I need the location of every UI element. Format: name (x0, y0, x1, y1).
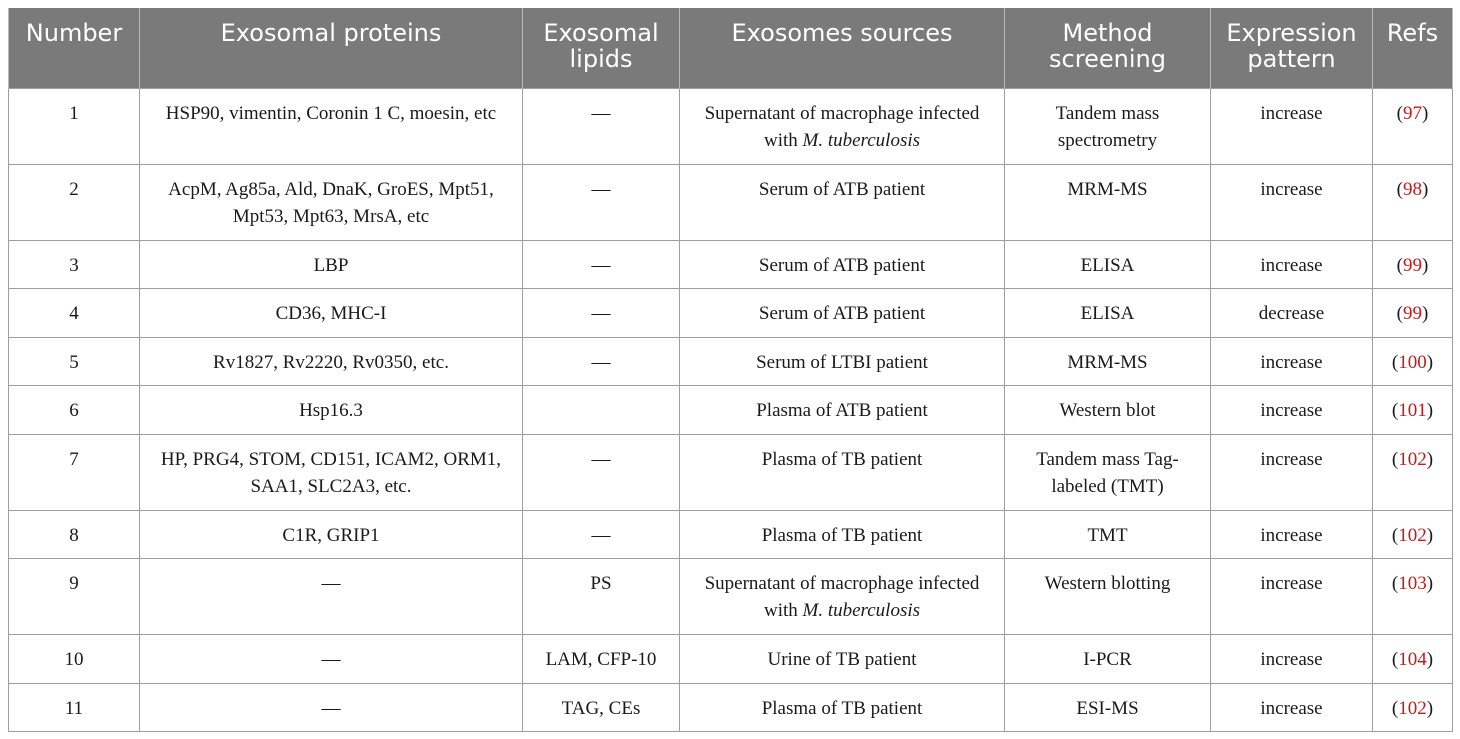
cell-method-screening: ESI-MS (1005, 683, 1211, 732)
cell-expression-pattern: increase (1211, 386, 1373, 435)
table-row (9, 164, 1453, 240)
header-method-screening: Method screening (1005, 8, 1211, 88)
cell-ref: (98) (1373, 164, 1453, 240)
cell-ref: (103) (1373, 559, 1453, 635)
reference-link[interactable]: 103 (1398, 573, 1427, 594)
cell-expression-pattern: increase (1211, 510, 1373, 559)
cell-exosomal-lipids: — (523, 289, 680, 338)
cell-expression-pattern: increase (1211, 240, 1373, 289)
cell-exosomal-lipids: — (523, 164, 680, 240)
reference-link[interactable]: 102 (1398, 697, 1427, 719)
cell-method-screening: ELISA (1005, 289, 1211, 338)
cell-expression-pattern: increase (1211, 683, 1373, 732)
table-row (9, 337, 1453, 386)
cell-exosomes-source (680, 559, 1005, 635)
cell-method-screening: Tandem mass Tag-labeled (TMT) (1005, 434, 1211, 510)
table-row (9, 683, 1453, 732)
cell-exosomal-lipids: — (523, 240, 680, 289)
cell-ref: (102) (1373, 434, 1453, 510)
cell-expression-pattern: increase (1211, 559, 1373, 635)
table-row (9, 240, 1453, 289)
header-exosomes-sources: Exosomes sources (680, 8, 1005, 88)
reference-link[interactable]: 102 (1398, 524, 1427, 546)
reference-link[interactable]: 99 (1403, 254, 1422, 276)
cell-exosomal-proteins: C1R, GRIP1 (140, 510, 523, 559)
table-row (9, 88, 1453, 164)
cell-exosomal-lipids (523, 386, 680, 435)
cell-number: 1 (9, 88, 140, 164)
cell-number: 8 (9, 510, 140, 559)
header-exosomal-proteins: Exosomal proteins (140, 8, 523, 88)
source-text: Serum of ATB patient (758, 254, 926, 276)
cell-exosomal-lipids: LAM, CFP-10 (523, 635, 680, 684)
source-text: Serum of ATB patient (758, 303, 926, 324)
cell-expression-pattern: decrease (1211, 289, 1373, 338)
source-text: Supernatant of macrophage infected with (704, 573, 980, 621)
source-text: Supernatant of macrophage infected with (704, 102, 980, 151)
cell-expression-pattern: increase (1211, 635, 1373, 684)
cell-method-screening: I-PCR (1005, 635, 1211, 684)
cell-method-screening: ELISA (1005, 240, 1211, 289)
cell-exosomes-source (680, 635, 1005, 684)
cell-number: 4 (9, 289, 140, 338)
cell-method-screening: Western blot (1005, 386, 1211, 435)
source-organism-italic: M. tuberculosis (802, 129, 921, 151)
header-exosomal-lipids: Exosomal lipids (523, 8, 680, 88)
source-text: Plasma of TB patient (761, 448, 923, 470)
header-number: Number (9, 8, 140, 88)
cell-exosomes-source (680, 337, 1005, 386)
cell-exosomal-proteins: HSP90, vimentin, Coronin 1 C, moesin, etc (140, 88, 523, 164)
cell-method-screening: MRM-MS (1005, 337, 1211, 386)
table-row (9, 510, 1453, 559)
cell-exosomes-source (680, 386, 1005, 435)
cell-ref: (102) (1373, 683, 1453, 732)
cell-ref: (100) (1373, 337, 1453, 386)
cell-exosomal-lipids: PS (523, 559, 680, 635)
cell-ref: (101) (1373, 386, 1453, 435)
reference-link[interactable]: 100 (1398, 351, 1427, 373)
cell-exosomal-lipids: — (523, 88, 680, 164)
cell-number: 5 (9, 337, 140, 386)
cell-method-screening: TMT (1005, 510, 1211, 559)
reference-link[interactable]: 101 (1398, 400, 1427, 421)
cell-ref: (102) (1373, 510, 1453, 559)
cell-ref: (99) (1373, 289, 1453, 338)
cell-exosomal-proteins: HP, PRG4, STOM, CD151, ICAM2, ORM1, SAA1, SLC2A3, etc. (140, 434, 523, 510)
cell-exosomal-proteins: — (140, 559, 523, 635)
cell-exosomal-lipids: — (523, 434, 680, 510)
source-text: Plasma of TB patient (761, 697, 923, 719)
cell-expression-pattern: increase (1211, 164, 1373, 240)
table-body (9, 88, 1453, 732)
cell-exosomes-source (680, 164, 1005, 240)
source-text: Plasma of ATB patient (756, 400, 928, 421)
header-refs: Refs (1373, 8, 1453, 88)
cell-number: 9 (9, 559, 140, 635)
cell-ref: (97) (1373, 88, 1453, 164)
cell-number: 2 (9, 164, 140, 240)
cell-expression-pattern: increase (1211, 434, 1373, 510)
cell-exosomal-proteins: — (140, 683, 523, 732)
exosome-biomarker-table (8, 8, 1453, 732)
reference-link[interactable]: 102 (1398, 448, 1427, 470)
cell-exosomal-proteins: — (140, 635, 523, 684)
cell-number: 7 (9, 434, 140, 510)
table-row (9, 559, 1453, 635)
cell-exosomal-lipids: — (523, 510, 680, 559)
source-organism-italic: M. tuberculosis (802, 600, 921, 621)
source-text: Serum of ATB patient (758, 178, 926, 200)
cell-exosomes-source (680, 88, 1005, 164)
cell-exosomal-lipids: TAG, CEs (523, 683, 680, 732)
table-header-row (9, 8, 1453, 88)
cell-exosomes-source (680, 434, 1005, 510)
table-row (9, 635, 1453, 684)
cell-number: 10 (9, 635, 140, 684)
reference-link[interactable]: 98 (1403, 178, 1422, 200)
cell-ref: (99) (1373, 240, 1453, 289)
cell-exosomes-source (680, 683, 1005, 732)
cell-expression-pattern: increase (1211, 337, 1373, 386)
reference-link[interactable]: 99 (1403, 303, 1422, 324)
reference-link[interactable]: 97 (1403, 102, 1422, 124)
cell-exosomes-source (680, 510, 1005, 559)
cell-number: 3 (9, 240, 140, 289)
cell-method-screening: Western blotting (1005, 559, 1211, 635)
cell-method-screening: MRM-MS (1005, 164, 1211, 240)
source-text: Plasma of TB patient (761, 524, 923, 546)
table-row (9, 289, 1453, 338)
table-row (9, 386, 1453, 435)
cell-exosomal-proteins: Rv1827, Rv2220, Rv0350, etc. (140, 337, 523, 386)
table-row (9, 434, 1453, 510)
cell-exosomal-lipids: — (523, 337, 680, 386)
reference-link[interactable]: 104 (1398, 649, 1427, 670)
cell-method-screening: Tandem mass spectrometry (1005, 88, 1211, 164)
cell-exosomal-proteins: AcpM, Ag85a, Ald, DnaK, GroES, Mpt51, Mpt53, Mpt63, MrsA, etc (140, 164, 523, 240)
header-expression-pattern: Expression pattern (1211, 8, 1373, 88)
cell-expression-pattern: increase (1211, 88, 1373, 164)
cell-number: 11 (9, 683, 140, 732)
cell-exosomal-proteins: CD36, MHC-I (140, 289, 523, 338)
cell-ref: (104) (1373, 635, 1453, 684)
cell-exosomal-proteins: Hsp16.3 (140, 386, 523, 435)
cell-exosomes-source (680, 289, 1005, 338)
source-text: Urine of TB patient (767, 649, 917, 670)
source-text: Serum of LTBI patient (756, 351, 928, 373)
exosome-table-container (8, 8, 1452, 732)
cell-exosomal-proteins: LBP (140, 240, 523, 289)
cell-number: 6 (9, 386, 140, 435)
cell-exosomes-source (680, 240, 1005, 289)
